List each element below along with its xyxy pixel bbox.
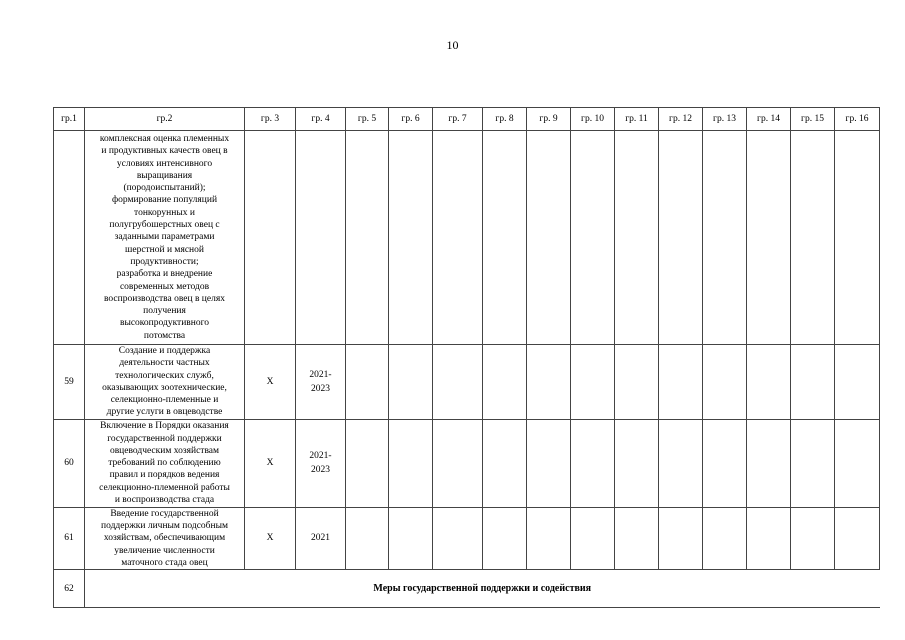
measure-description xyxy=(85,419,245,507)
empty-cell xyxy=(571,345,615,420)
empty-cell xyxy=(571,507,615,569)
text-line: современных методов xyxy=(119,281,210,292)
table-row-62 xyxy=(54,570,880,608)
header-cell: гр. 13 xyxy=(703,108,747,131)
row-number: 59 xyxy=(54,345,85,420)
empty-cell xyxy=(527,131,571,345)
empty-cell xyxy=(483,131,527,345)
empty-cell xyxy=(615,131,659,345)
header-cell: гр. 11 xyxy=(615,108,659,131)
gr4-period: 2021 xyxy=(296,507,346,569)
gr3-value: Х xyxy=(245,507,296,569)
header-cell: гр. 3 xyxy=(245,108,296,131)
empty-cell xyxy=(346,419,389,507)
text-line: потомства xyxy=(143,330,186,341)
text-line: условиях интенсивного xyxy=(116,158,213,169)
row-number: 60 xyxy=(54,419,85,507)
empty-cell xyxy=(703,419,747,507)
measure-description xyxy=(85,345,245,420)
header-cell: гр. 4 xyxy=(296,108,346,131)
header-cell: гр. 12 xyxy=(659,108,703,131)
empty-cell xyxy=(791,345,835,420)
gr4-period xyxy=(296,345,346,420)
table-row-60 xyxy=(54,419,880,507)
table-row-61 xyxy=(54,507,880,569)
empty-cell xyxy=(571,419,615,507)
text-line: селекционно-племенные и xyxy=(110,395,219,406)
empty-cell xyxy=(747,345,791,420)
empty-cell xyxy=(615,419,659,507)
text-line: продуктивности; xyxy=(130,256,199,267)
empty-cell xyxy=(659,507,703,569)
text-line: оказывающих зоотехнические, xyxy=(102,382,227,393)
empty-cell xyxy=(483,507,527,569)
text-line: высокопродуктивного xyxy=(119,318,210,329)
empty-cell xyxy=(747,507,791,569)
measures-table xyxy=(53,107,880,608)
text-line: увеличение численности xyxy=(114,545,215,556)
empty-cell xyxy=(659,131,703,345)
empty-cell xyxy=(527,419,571,507)
period-line: 2023 xyxy=(311,465,330,476)
text-line: заданными параметрами xyxy=(114,232,215,243)
text-line: Включение в Порядки оказания xyxy=(100,421,229,432)
text-line: технологических служб, xyxy=(115,370,214,381)
empty-cell xyxy=(703,131,747,345)
header-cell: гр. 15 xyxy=(791,108,835,131)
empty-cell xyxy=(703,507,747,569)
text-line: комплексная оценка племенных xyxy=(99,133,230,144)
empty-cell xyxy=(527,345,571,420)
empty-cell xyxy=(483,419,527,507)
empty-cell xyxy=(527,507,571,569)
text-line: выращивания xyxy=(136,170,193,181)
header-cell: гр. 7 xyxy=(433,108,483,131)
header-row xyxy=(54,108,880,131)
text-line: маточного стада овец xyxy=(121,557,208,568)
empty-cell xyxy=(835,131,880,345)
period-line: 2021- xyxy=(309,369,332,380)
empty-cell xyxy=(835,419,880,507)
empty-cell xyxy=(389,131,433,345)
empty-cell xyxy=(703,345,747,420)
text-line: полугрубошерстных овец с xyxy=(109,220,220,231)
empty-cell xyxy=(433,345,483,420)
header-cell: гр. 14 xyxy=(747,108,791,131)
empty-cell xyxy=(389,345,433,420)
empty-cell xyxy=(389,507,433,569)
header-cell: гр. 8 xyxy=(483,108,527,131)
empty-cell xyxy=(433,419,483,507)
empty-cell xyxy=(835,345,880,420)
text-line: правил и порядков ведения xyxy=(109,470,220,481)
empty-cell xyxy=(791,507,835,569)
empty-cell xyxy=(659,345,703,420)
text-line: Введение государственной xyxy=(110,508,219,519)
empty-cell xyxy=(615,345,659,420)
section-heading: Меры государственной поддержки и содействия xyxy=(85,570,880,608)
empty-cell xyxy=(835,507,880,569)
row-number xyxy=(54,131,85,345)
measure-description xyxy=(85,507,245,569)
header-cell: гр. 16 xyxy=(835,108,880,131)
period-line: 2023 xyxy=(311,383,330,394)
text-line: и воспроизводства стада xyxy=(114,495,215,506)
period-line: 2021- xyxy=(309,451,332,462)
text-line: формирование популяций xyxy=(111,195,218,206)
text-line: разработка и внедрение xyxy=(116,269,213,280)
empty-cell xyxy=(791,419,835,507)
gr3-value: Х xyxy=(245,419,296,507)
gr3-value: Х xyxy=(245,345,296,420)
table-row-59 xyxy=(54,345,880,420)
text-line: хозяйствам, обеспечивающим xyxy=(103,533,226,544)
row-number: 61 xyxy=(54,507,85,569)
empty-cell xyxy=(296,131,346,345)
text-line: Создание и поддержка xyxy=(118,346,211,356)
text-line: овцеводческим хозяйствам xyxy=(109,445,220,456)
header-cell: гр. 6 xyxy=(389,108,433,131)
text-line: поддержки личным подсобным xyxy=(101,521,228,532)
empty-cell xyxy=(659,419,703,507)
empty-cell xyxy=(571,131,615,345)
text-line: деятельности частных xyxy=(119,358,210,369)
measure-description xyxy=(85,131,245,345)
header-cell: гр. 10 xyxy=(571,108,615,131)
text-line: селекционно-племенной работы xyxy=(99,482,230,493)
gr4-period xyxy=(296,419,346,507)
text-line: другие услуги в овцеводстве xyxy=(106,407,223,418)
header-cell: гр.2 xyxy=(85,108,245,131)
table-row-continuation xyxy=(54,131,880,345)
text-line: тонкорунных и xyxy=(134,207,195,218)
empty-cell xyxy=(346,131,389,345)
text-line: воспроизводства овец в целях xyxy=(104,293,225,304)
header-cell: гр. 5 xyxy=(346,108,389,131)
empty-cell xyxy=(747,131,791,345)
text-line: государственной поддержки xyxy=(107,433,222,444)
empty-cell xyxy=(245,131,296,345)
empty-cell xyxy=(433,507,483,569)
row-number: 62 xyxy=(54,570,85,608)
page-number: 10 xyxy=(446,38,459,52)
header-cell: гр. 9 xyxy=(527,108,571,131)
empty-cell xyxy=(747,419,791,507)
empty-cell xyxy=(389,419,433,507)
empty-cell xyxy=(615,507,659,569)
text-line: получения xyxy=(143,306,186,317)
empty-cell xyxy=(346,507,389,569)
empty-cell xyxy=(791,131,835,345)
empty-cell xyxy=(483,345,527,420)
empty-cell xyxy=(346,345,389,420)
text-line: требований по соблюдению xyxy=(108,458,221,469)
empty-cell xyxy=(433,131,483,345)
text-line: (породоиспытаний); xyxy=(123,183,206,194)
text-line: шерстной и мясной xyxy=(125,244,204,255)
header-cell: гр.1 xyxy=(54,108,85,131)
text-line: и продуктивных качеств овец в xyxy=(101,146,228,157)
